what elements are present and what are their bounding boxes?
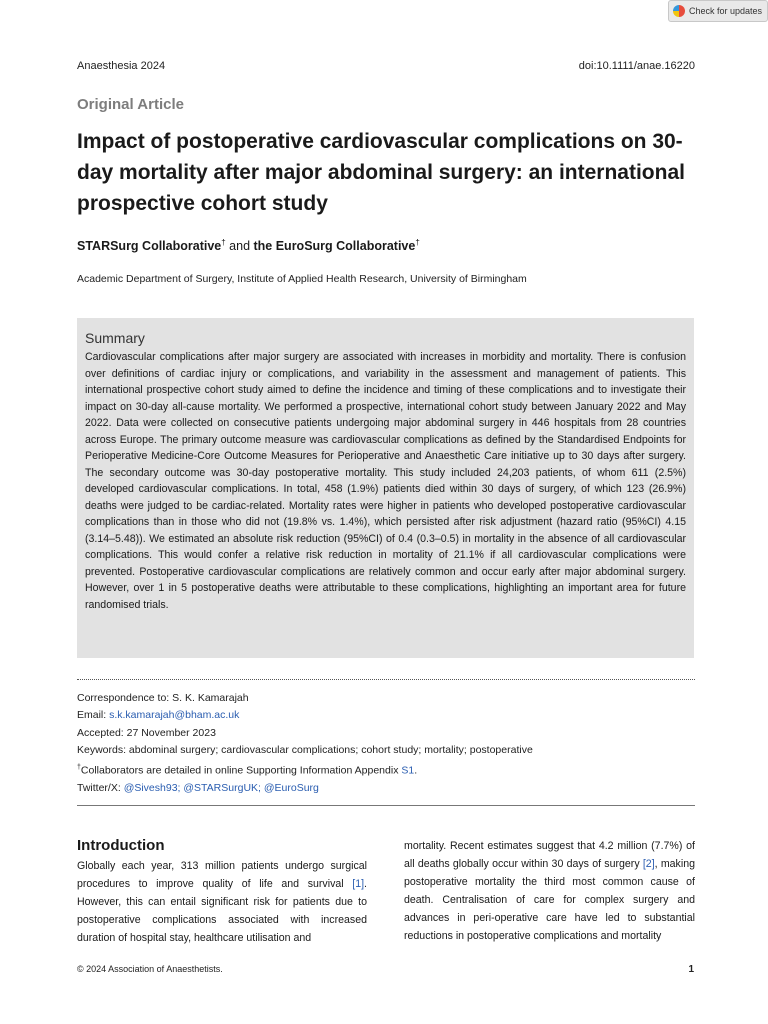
keywords: Keywords: abdominal surgery; cardiovascular complications; cohort study; mortality; postoperative: [77, 743, 533, 756]
article-type: Original Article: [77, 96, 184, 113]
twitter-label: Twitter/X:: [77, 781, 124, 794]
reference-2-link[interactable]: [2]: [642, 858, 655, 870]
author-mark-1: †: [221, 238, 226, 247]
intro-col1-text-a: Globally each year, 313 million patients undergo surgical procedures to improve quality of life and survival: [77, 860, 367, 890]
accepted-date: Accepted: 27 November 2023: [77, 726, 216, 739]
collaborators-note: [77, 759, 533, 780]
copyright: © 2024 Association of Anaesthetists.: [77, 964, 223, 974]
affiliation: Academic Department of Surgery, Institute of Applied Health Research, University of Birmingham: [77, 273, 527, 285]
correspondence: Correspondence to: S. K. Kamarajah: [77, 692, 249, 704]
summary-box: [77, 318, 694, 658]
page-number: 1: [688, 964, 694, 975]
author-line: [77, 238, 420, 253]
introduction-column-2: [404, 837, 695, 945]
email-line: [77, 707, 533, 724]
dotted-divider: [77, 679, 695, 680]
journal-name: Anaesthesia 2024: [77, 60, 166, 72]
twitter-handles-link[interactable]: @Sivesh93; @STARSurgUK; @EuroSurg: [123, 781, 319, 794]
author-joiner: and: [225, 239, 254, 254]
intro-col2-text-b: , making postoperative mortality the third most common cause of death. Centralisation of care for complex surgery and advances in peri-operative care have led to substantial reductions in postoperative complications and mortality: [404, 858, 695, 942]
intro-col2-text-a: mortality. Recent estimates suggest that 4.2 million (7.7%) of all deaths globally occur within 30 days of surgery: [404, 840, 695, 870]
check-for-updates-badge[interactable]: [668, 0, 768, 22]
section-divider: [77, 805, 695, 806]
appendix-s1-link[interactable]: S1: [401, 764, 415, 777]
email-link[interactable]: s.k.kamarajah@bham.ac.uk: [109, 709, 240, 722]
article-title: Impact of postoperative cardiovascular complications on 30-day mortality after major abdominal surgery: an international prospective cohort study: [77, 130, 685, 215]
article-metadata: [77, 690, 533, 797]
summary-heading: Summary: [85, 330, 145, 346]
author-starsurg: STARSurg Collaborative: [77, 239, 222, 254]
summary-text: Cardiovascular complications after major surgery are associated with increases in morbidity and mortality. There is confusion over definitions of cardiac injury or complications, and variability in the assessment and management of patients. This international prospective cohort study aimed to define the incidence and timing of these complications and to investigate their impact on 30-day all-cause mortality. We performed a prospective, international cohort study between January 2022 and May 2022. Data were collected on consecutive patients undergoing major abdominal surgery in 446 hospitals from 28 countries across Europe. The primary outcome measure was cardiovascular complications as defined by the Standardised Endpoints for Perioperative Medicine-Core Outcome Measures for Perioperative and Anaesthetic Care initiative up to 30 days after surgery. The secondary outcome was 30-day postoperative mortality. This study included 24,203 patients, of whom 611 (2.5%) developed cardiovascular complications. In total, 458 (1.9%) patients died within 30 days of surgery, of which 123 (26.9%) deaths were judged to be cardiac-related. Mortality rates were higher in patients who developed postoperative cardiovascular complications than in those who did not (19.8% vs. 1.4%), which persisted after risk adjustment (hazard ratio (95%CI) 4.15 (3.14–5.48)). We estimated an absolute risk reduction (95%CI) of 0.4 (0.3–0.5) in mortality in the absence of all cardiovascular complications. This would confer a relative risk reduction in mortality of 21.1% if all cardiovascular complications were prevented. Postoperative cardiovascular complications are relatively common and occur early after major abdominal surgery. However, over 1 in 5 postoperative deaths were attributable to these complications, highlighting an important area for future randomised trials.: [85, 351, 686, 611]
collab-mark: †: [77, 764, 81, 772]
collab-text: Collaborators are detailed in online Supporting Information Appendix: [80, 764, 402, 777]
collab-end: .: [414, 764, 418, 777]
check-for-updates-label: Check for updates: [689, 6, 763, 16]
author-mark-2: †: [415, 238, 420, 247]
author-eurosurg: the EuroSurg Collaborative: [253, 239, 416, 254]
twitter-line: [77, 780, 533, 797]
email-label: Email:: [77, 709, 110, 722]
introduction-heading: Introduction: [77, 837, 165, 854]
introduction-column-1: [77, 857, 367, 947]
reference-1-link[interactable]: [1]: [352, 878, 365, 890]
intro-col1-text-b: . However, this can entail significant risk for patients due to postoperative complications associated with increased duration of hospital stay, healthcare utilisation and: [77, 878, 367, 944]
crossmark-icon: [673, 5, 685, 17]
doi: doi:10.1111/anae.16220: [578, 60, 695, 72]
